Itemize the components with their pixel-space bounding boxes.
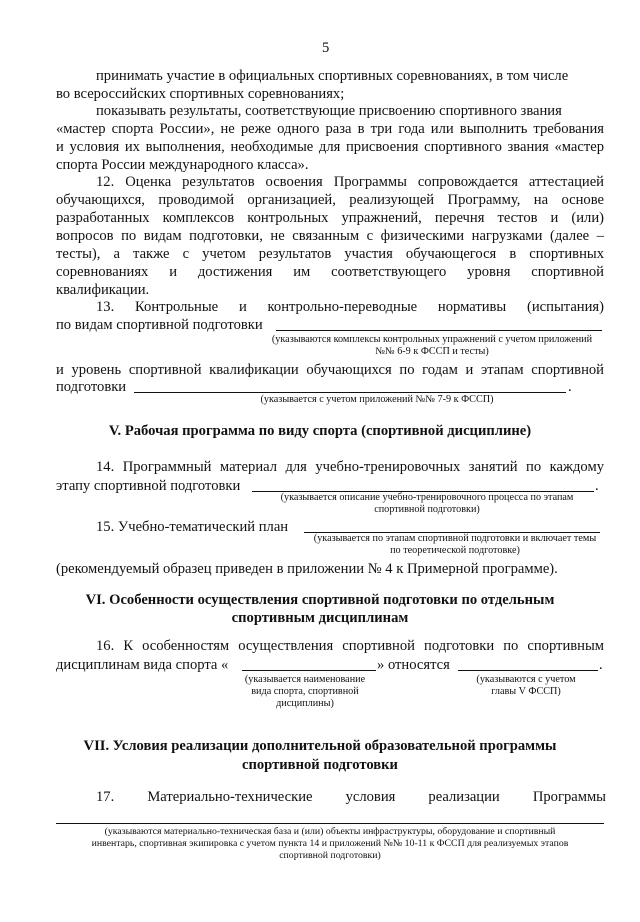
field-note: (указывается описание учебно-тренировочного процесса по этапам спортивной подготовки): [280, 492, 574, 515]
section-heading: спортивным дисциплинам: [231, 610, 409, 626]
text-line: обучающихся, проводимой организацией, реализующей Программу, на основе: [56, 192, 604, 208]
blank-underline: [56, 823, 604, 824]
text-line: 13. Контрольные и контрольно-переводные нормативы (испытания): [96, 299, 604, 315]
text-line: квалификации.: [56, 282, 150, 298]
text-line: соревнованиях и достижения им соответствующего уровня спортивной: [56, 264, 604, 280]
text-line: спорта России международного класса».: [56, 157, 309, 173]
text-line: 15. Учебно-тематический план: [96, 519, 289, 535]
text-line: (рекомендуемый образец приведен в приложении № 4 к Примерной программе).: [56, 561, 558, 577]
text-line: 12. Оценка результатов освоения Программы сопровождается аттестацией: [96, 174, 604, 190]
text-line: этапу спортивной подготовки: [56, 478, 241, 494]
section-heading: спортивной подготовки: [242, 757, 398, 773]
text-line: принимать участие в официальных спортивных соревнованиях, в том числе: [96, 68, 569, 84]
field-note: (указывается по этапам спортивной подготовки и включает темы по теоретической подготовке): [313, 533, 597, 556]
blank-underline: [458, 670, 598, 671]
blank-underline: [276, 330, 602, 331]
text-line: разработанных комплексов контрольных упражнений, перечня тестов и (или): [56, 210, 604, 226]
text-line: во всероссийских спортивных соревнованиях;: [56, 86, 345, 102]
text-line: показывать результаты, соответствующие присвоению спортивного звания: [96, 103, 562, 119]
text-line: по видам спортивной подготовки: [56, 317, 263, 333]
section-heading: VII. Условия реализации дополнительной образовательной программы: [83, 738, 557, 754]
text-line: 14. Программный материал для учебно-тренировочных занятий по каждому: [96, 459, 604, 475]
text-line: «мастер спорта России», не реже одного раза в три года или выполнить требования: [56, 121, 604, 137]
blank-underline: [134, 392, 566, 393]
text-line: .: [599, 657, 603, 673]
text-line: и уровень спортивной квалификации обучающихся по годам и этапам спортивной: [56, 362, 604, 378]
blank-underline: [242, 670, 376, 671]
field-note: (указываются с учетом главы V ФССП): [476, 674, 576, 697]
text-line: 17. Материально-технические условия реализации Программы: [96, 789, 606, 805]
text-line: дисциплинам вида спорта «: [56, 657, 229, 673]
section-heading: V. Рабочая программа по виду спорта (спортивной дисциплине): [108, 423, 532, 439]
text-line: вопросов по видам подготовки, не связанным с физическими нагрузками (далее –: [56, 228, 604, 244]
text-line: подготовки: [56, 379, 127, 395]
field-note: (указывается с учетом приложений №№ 7-9 к ФССП): [260, 394, 494, 405]
text-line: 16. К особенностям осуществления спортивной подготовки по спортивным: [96, 638, 604, 654]
text-line: и условия их выполнения, необходимые для присвоения спортивного звания «мастер: [56, 139, 604, 155]
page-number: 5: [322, 40, 330, 56]
field-note: (указывается наименование вида спорта, спортивной дисциплины): [244, 674, 366, 709]
text-line: » относятся: [377, 657, 450, 673]
text-line: .: [568, 379, 572, 395]
field-note: (указываются материально-техническая база и (или) объекты инфраструктуры, оборудование и спортивный инвентарь, спортивная экипировка с учетом пункта 14 и приложений №№ 10-11 к ФССП для реализуемых этапов спортивной подготовки): [91, 826, 569, 861]
section-heading: VI. Особенности осуществления спортивной подготовки по отдельным: [85, 592, 555, 608]
field-note: (указываются комплексы контрольных упражнений с учетом приложений №№ 6-9 к ФССП и тесты): [271, 334, 593, 357]
text-line: тесты), а также с учетом результатов участия обучающегося в спортивных: [56, 246, 604, 262]
text-line: .: [595, 478, 599, 494]
